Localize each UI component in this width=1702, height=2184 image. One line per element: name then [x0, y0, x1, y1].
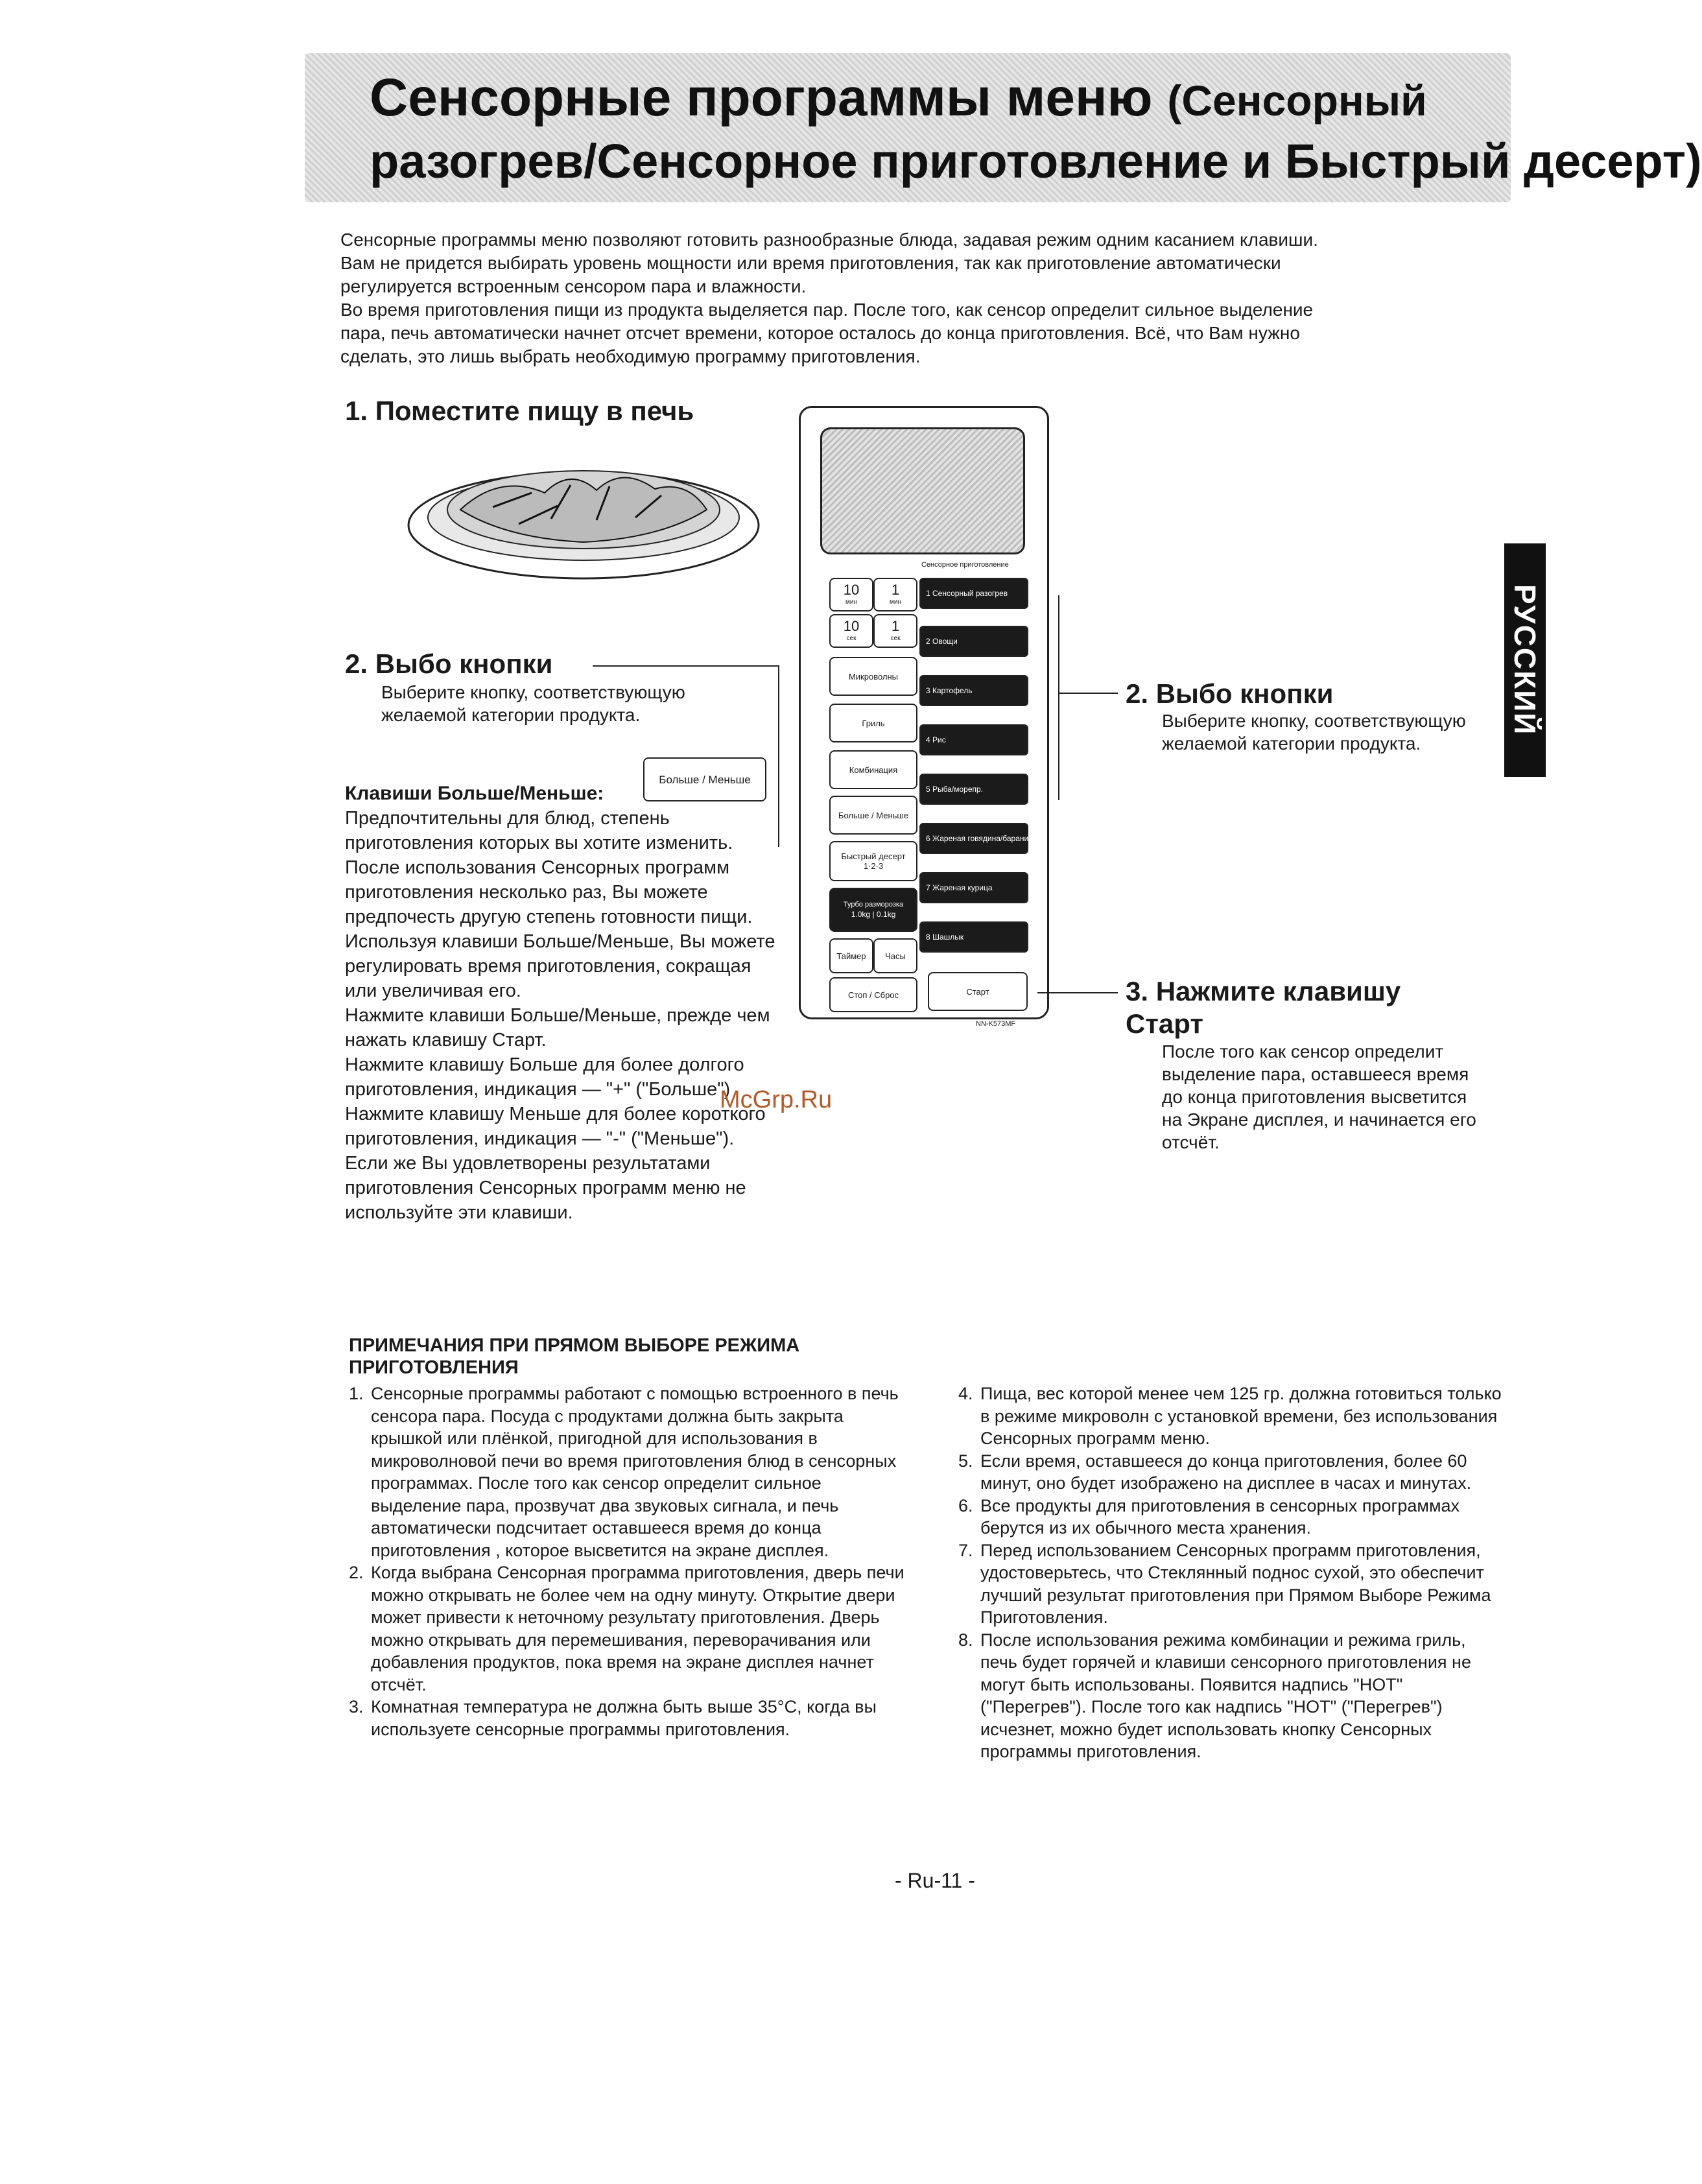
food-plate-illustration: [402, 447, 765, 584]
quick-dessert-button[interactable]: Быстрый десерт 1·2·3: [829, 841, 917, 881]
note-text: После использования режима комбинации и режима гриль, печь будет горячей и клавиши сенсорного приготовления не могут быть использованы. Появится надпись "НОТ" ("Перегрев"). После того как надпись "НОТ" ("Перегрев") исчезнет, можно будет использовать кнопку Сенсорных программы приготовления.: [980, 1630, 1471, 1761]
turbo-weight-1: 1.0kg: [851, 910, 871, 919]
note-number: 8.: [958, 1630, 973, 1650]
note-text: Перед использованием Сенсорных программ приготовления, удостоверьтесь, что Стеклянный поднос сухой, это обеспечит лучший результат приготовления при Прямом Выборе Режима Приготовления.: [980, 1540, 1491, 1627]
leader-line: [1058, 595, 1059, 800]
time-button-unit: мин: [845, 598, 857, 606]
language-side-tab: РУССКИЙ: [1504, 543, 1546, 777]
time-10sec-button[interactable]: [829, 614, 873, 648]
note-text: Сенсорные программы работают с помощью встроенного в печь сенсора пара. Посуда с продуктами должна быть закрыта крышкой или плёнкой, пригодной для использования в микроволновой печи во время приготовления блюд в сенсорных программах. После того как сенсор определит сильное выделение пара, прозвучат два звуковых сигнала, и печь автоматически подсчитает оставшееся время до конца приготовления , которое высветится на экране дисплея.: [371, 1384, 899, 1560]
step3-title: 3. Нажмите клавишу Старт: [1126, 976, 1401, 1039]
notes-heading: ПРИМЕЧАНИЯ ПРИ ПРЯМОМ ВЫБОРЕ РЕЖИМА ПРИГОТОВЛЕНИЯ: [349, 1335, 800, 1378]
note-number: 6.: [958, 1495, 973, 1515]
title-main: Сенсорные программы меню: [370, 68, 1153, 127]
time-button-number: 10: [843, 617, 860, 634]
more-less-button[interactable]: Больше / Меньше: [829, 796, 917, 835]
turbo-defrost-button[interactable]: Турбо разморозка 1.0kg | 0.1kg: [829, 888, 917, 932]
note-number: 3.: [349, 1697, 364, 1716]
note-item: [349, 1696, 913, 1740]
microwave-button[interactable]: Микроволны: [829, 657, 917, 696]
note-number: 5.: [958, 1451, 973, 1471]
note-number: 7.: [958, 1540, 973, 1560]
page-title-line1: [370, 67, 1427, 128]
sensor-roast-chicken-button[interactable]: 7 Жареная курица: [919, 872, 1028, 903]
sensor-group-label: Сенсорное приготовление: [921, 561, 1009, 569]
time-button-number: 1: [891, 617, 900, 634]
more-less-paragraph: Нажмите клавишу Меньше для более короткого приготовления, индикация — "-" ("Меньше").: [345, 1104, 766, 1149]
note-text: Если время, оставшееся до конца приготовления, более 60 минут, оно будет изображено на дисплее в часах и минутах.: [980, 1451, 1472, 1493]
sensor-vegetables-button[interactable]: 2 Овощи: [919, 626, 1028, 657]
sensor-reheat-button[interactable]: 1 Сенсорный разогрев: [919, 578, 1028, 609]
time-1sec-button[interactable]: [873, 614, 917, 648]
note-item: [958, 1450, 1503, 1495]
time-1min-button[interactable]: [873, 578, 917, 611]
note-item: [958, 1539, 1503, 1629]
combination-button[interactable]: Комбинация: [829, 750, 917, 789]
time-button-number: 10: [843, 581, 860, 598]
more-less-paragraph: Если же Вы удовлетворены результатами приготовления Сенсорных программ меню не используйте эти клавиши.: [345, 1153, 746, 1223]
page-title-banner: [305, 53, 1702, 202]
control-panel-illustration: [799, 406, 1049, 1028]
time-button-number: 1: [891, 581, 900, 598]
watermark: McGrp.Ru: [720, 1086, 833, 1113]
intro-line: Во время приготовления пищи из продукта выделяется пар. После того, как сенсор определит сильное выделение: [340, 300, 1314, 320]
note-number: 1.: [349, 1384, 364, 1403]
leader-line: [593, 665, 778, 667]
intro-line: Сенсорные программы меню позволяют готовить разнообразные блюда, задавая режим одним касанием клавиши.: [340, 230, 1318, 250]
step2-left-text: Выберите кнопку, соответствующую желаемой категории продукта.: [381, 682, 685, 725]
title-paren: (Сенсорный: [1167, 77, 1427, 125]
stop-reset-button[interactable]: Стоп / Сброс: [829, 977, 917, 1012]
note-item: [958, 1383, 1503, 1450]
note-item: [958, 1495, 1503, 1539]
grill-button[interactable]: Гриль: [829, 704, 917, 742]
leader-line: [1058, 693, 1118, 694]
step2-left-title: 2. Выбо кнопки: [345, 648, 553, 679]
leader-line: [1037, 992, 1118, 993]
time-button-unit: сек: [890, 634, 901, 642]
start-button[interactable]: Старт: [928, 972, 1028, 1011]
step3-text: После того как сенсор определит выделение пара, оставшееся время до конца приготовления высветится на Экране дисплея, и начинается его отсчёт.: [1162, 1041, 1476, 1152]
sensor-potato-button[interactable]: 3 Картофель: [919, 675, 1028, 706]
sensor-roast-beef-button[interactable]: 6 Жареная говядина/баранина: [919, 823, 1028, 854]
more-less-heading: Клавиши Больше/Меньше:: [345, 783, 604, 804]
note-text: Когда выбрана Сенсорная программа приготовления, дверь печи можно открывать не более чем на одну минуту. Открытие двери может привести к неточному результату приготовления. Дверь можно открывать для перемешивания, переворачивания или добавления продуктов, пока время на экране дисплея начнет отсчёт.: [371, 1563, 904, 1694]
sensor-fish-button[interactable]: 5 Рыба/морепр.: [919, 774, 1028, 805]
note-number: 4.: [958, 1384, 973, 1403]
more-less-description: [345, 781, 786, 1225]
time-10min-button[interactable]: [829, 578, 873, 611]
timer-button[interactable]: Таймер: [829, 938, 873, 973]
more-less-paragraph: Предпочтительны для блюд, степень приготовления которых вы хотите изменить. После использования Сенсорных программ приготовления несколько раз, Вы можете предпочесть другую степень готовности пищи. Используя клавиши Больше/Меньше, Вы можете регулировать время приготовления, сокращая или увеличивая его.: [345, 808, 775, 1001]
intro-text: [340, 228, 1482, 368]
intro-line: сделать, это лишь выбрать необходимую программу приготовления.: [340, 346, 921, 366]
note-item: [349, 1561, 913, 1696]
model-label: NN-K573MF: [976, 1020, 1016, 1028]
step1-title: 1. Поместите пищу в печь: [345, 396, 694, 426]
intro-line: регулируется встроенным сенсором пара и влажности.: [340, 276, 807, 296]
sensor-kebab-button[interactable]: 8 Шашлык: [919, 921, 1028, 953]
more-less-paragraph: Нажмите клавиши Больше/Меньше, прежде чем нажать клавишу Старт.: [345, 1005, 770, 1050]
intro-line: Вам не придется выбирать уровень мощности или время приготовления, так как приготовление автоматически: [340, 253, 1281, 273]
time-button-unit: сек: [846, 634, 857, 642]
turbo-label: Турбо разморозка: [843, 901, 904, 908]
step2-right-title: 2. Выбо кнопки: [1126, 678, 1334, 709]
note-text: Все продукты для приготовления в сенсорных программах берутся из их обычного места хранения.: [980, 1495, 1460, 1537]
page-title-line2: разогрев/Сенсорное приготовление и Быстрый десерт): [370, 134, 1702, 188]
more-less-paragraph: Нажмите клавишу Больше для более долгого приготовления, индикация — "+" ("Больше"): [345, 1054, 744, 1100]
sensor-rice-button[interactable]: 4 Рис: [919, 724, 1028, 755]
intro-line: пара, печь автоматически начнет отсчет времени, которое осталось до конца приготовления. Всё, что Вам нужно: [340, 323, 1300, 343]
page-number: - Ru-11 -: [895, 1869, 975, 1892]
notes-right-column: [958, 1383, 1503, 1763]
step2-right-text: Выберите кнопку, соответствующую желаемой категории продукта.: [1162, 711, 1466, 754]
note-number: 2.: [349, 1563, 364, 1582]
note-text: Пища, вес которой менее чем 125 гр. должна готовиться только в режиме микроволн с установкой времени, без использования Сенсорных программ меню.: [980, 1384, 1502, 1448]
clock-button[interactable]: Часы: [873, 938, 917, 973]
more-less-callout-button: Больше / Меньше: [643, 757, 766, 801]
note-item: [349, 1383, 913, 1561]
turbo-weight-2: 0.1kg: [876, 910, 896, 919]
note-text: Комнатная температура не должна быть выше 35°С, когда вы используете сенсорные программы приготовления.: [371, 1697, 877, 1739]
note-item: [958, 1629, 1503, 1763]
time-button-unit: мин: [890, 598, 901, 606]
display-screen: [820, 427, 1025, 554]
notes-left-column: [349, 1383, 913, 1740]
